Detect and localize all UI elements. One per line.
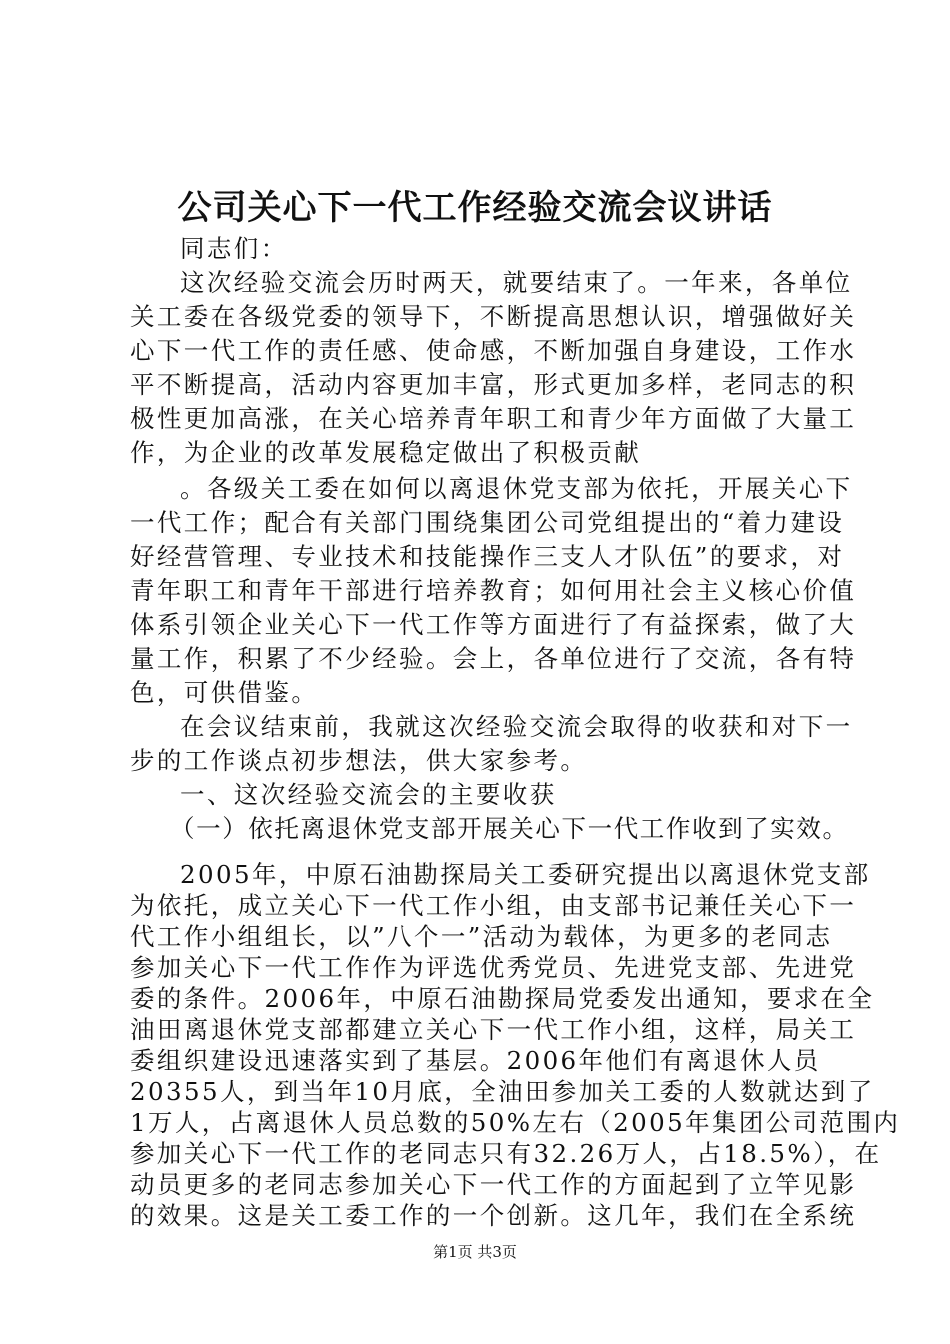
paragraph-line: 平不断提高，活动内容更加丰富，形式更加多样，老同志的积: [130, 370, 857, 399]
paragraph-line: 参加关心下一代工作作为评选优秀党员、先进党支部、先进党: [130, 953, 857, 982]
paragraph-line: 色，可供借鉴。: [130, 678, 319, 707]
paragraph-line: 的效果。这是关工委工作的一个创新。这几年，我们在全系统: [130, 1201, 857, 1230]
paragraph-line: 油田离退休党支部都建立关心下一代工作小组，这样，局关工: [130, 1015, 857, 1044]
salutation-line: 同志们：: [180, 234, 288, 263]
paragraph-line: 青年职工和青年干部进行培养教育；如何用社会主义核心价值: [130, 576, 857, 605]
section-heading: 一、这次经验交流会的主要收获: [180, 780, 557, 809]
paragraph-line: 参加关心下一代工作的老同志只有32.26万人，占18.5%），在: [130, 1139, 882, 1168]
paragraph-line: 步的工作谈点初步想法，供大家参考。: [130, 746, 588, 775]
paragraph-line: 心下一代工作的责任感、使命感，不断加强自身建设，工作水: [130, 336, 857, 365]
document-title: 公司关心下一代工作经验交流会议讲话: [177, 188, 773, 228]
paragraph-line: 在会议结束前，我就这次经验交流会取得的收获和对下一: [180, 712, 853, 741]
paragraph-line: 好经营管理、专业技术和技能操作三支人才队伍”的要求，对: [130, 542, 845, 571]
paragraph-line: 一代工作；配合有关部门围绕集团公司党组提出的“着力建设: [130, 508, 845, 537]
paragraph-line: 关工委在各级党委的领导下，不断提高思想认识，增强做好关: [130, 302, 857, 331]
paragraph-line: 极性更加高涨，在关心培养青年职工和青少年方面做了大量工: [130, 404, 857, 433]
paragraph-line: 。各级关工委在如何以离退休党支部为依托，开展关心下: [180, 474, 853, 503]
paragraph-line: 作，为企业的改革发展稳定做出了积极贡献: [130, 438, 642, 467]
paragraph-line: 这次经验交流会历时两天，就要结束了。一年来，各单位: [180, 268, 853, 297]
paragraph-line: 20355人，到当年10月底，全油田参加关工委的人数就达到了: [130, 1077, 875, 1106]
subsection-heading: （一）依托离退休党支部开展关心下一代工作收到了实效。: [170, 814, 849, 843]
paragraph-line: 2005年，中原石油勘探局关工委研究提出以离退休党支部: [180, 860, 871, 889]
paragraph-line: 体系引领企业关心下一代工作等方面进行了有益探索，做了大: [130, 610, 857, 639]
paragraph-line: 1万人，占离退休人员总数的50%左右（2005年集团公司范围内: [130, 1108, 901, 1137]
paragraph-line: 为依托，成立关心下一代工作小组，由支部书记兼任关心下一: [130, 891, 857, 920]
page-footer: 第1页 共3页: [433, 1243, 517, 1261]
paragraph-line: 委的条件。2006年，中原石油勘探局党委发出通知，要求在全: [130, 984, 875, 1013]
paragraph-line: 代工作小组组长，以”八个一”活动为载体，为更多的老同志: [130, 922, 833, 951]
paragraph-line: 委组织建设迅速落实到了基层。2006年他们有离退休人员: [130, 1046, 821, 1075]
paragraph-line: 量工作，积累了不少经验。会上，各单位进行了交流，各有特: [130, 644, 857, 673]
paragraph-line: 动员更多的老同志参加关心下一代工作的方面起到了立竿见影: [130, 1170, 857, 1199]
